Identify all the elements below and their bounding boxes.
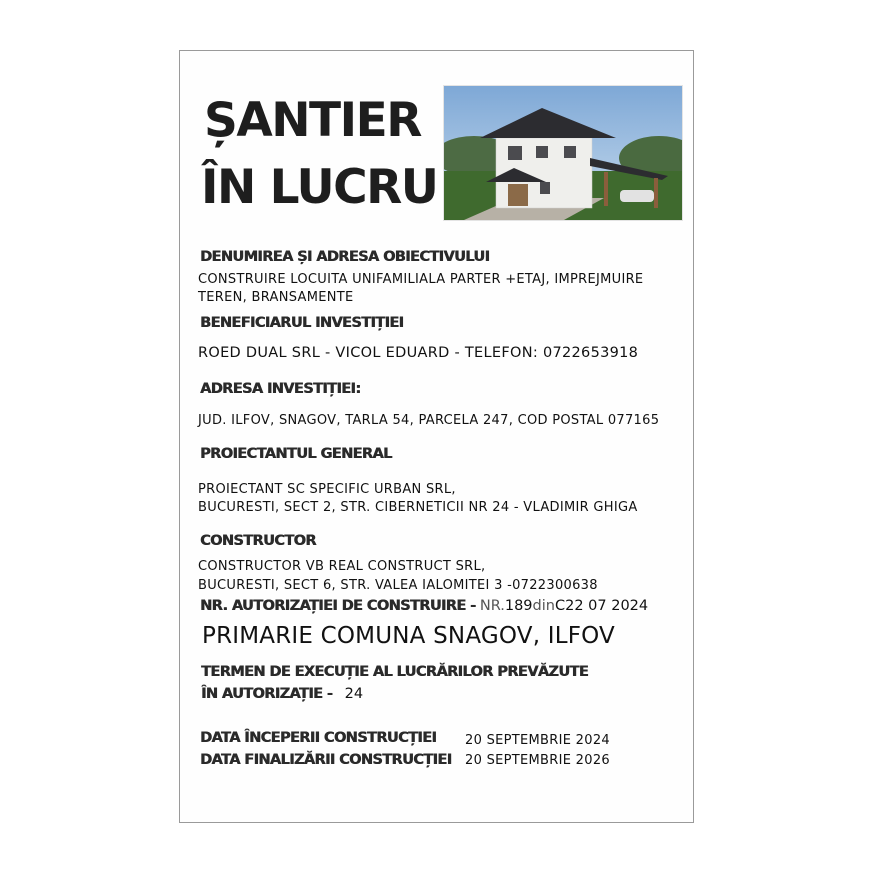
objective-line-2: TEREN, BRANSAMENTE (198, 290, 354, 305)
authorization-row (200, 598, 648, 614)
designer-heading: PROIECTANTUL GENERAL (200, 446, 392, 462)
objective-line-1: CONSTRUIRE LOCUITA UNIFAMILIALA PARTER +ETAJ, IMPREJMUIRE (198, 272, 644, 287)
designer-line-1: PROIECTANT SC SPECIFIC URBAN SRL, (198, 482, 456, 497)
address-heading: ADRESA INVESTIȚIEI: (200, 381, 361, 397)
designer-line-2: BUCURESTI, SECT 2, STR. CIBERNETICII NR 24 - VLADIMIR GHIGA (198, 500, 638, 515)
authorization-nr-label: NR. (479, 598, 505, 614)
end-date-value: 20 SEPTEMBRIE 2026 (465, 753, 610, 768)
term-value: 24 (344, 686, 364, 702)
term-heading-label: ÎN AUTORIZAȚIE - (201, 686, 337, 702)
start-date-value: 20 SEPTEMBRIE 2024 (465, 733, 610, 748)
beneficiary-value: ROED DUAL SRL - VICOL EDUARD - TELEFON: 0722653918 (198, 345, 639, 361)
constructor-line-1: CONSTRUCTOR VB REAL CONSTRUCT SRL, (198, 559, 486, 574)
objective-heading: DENUMIREA ȘI ADRESA OBIECTIVULUI (200, 249, 490, 265)
authorization-din-label: din (532, 598, 555, 614)
authorization-issuer: PRIMARIE COMUNA SNAGOV, ILFOV (202, 623, 615, 649)
term-heading-line-2 (201, 686, 363, 702)
address-value: JUD. ILFOV, SNAGOV, TARLA 54, PARCELA 247, COD POSTAL 077165 (198, 413, 660, 428)
authorization-label: NR. AUTORIZAȚIEI DE CONSTRUIRE - (200, 598, 480, 614)
house-photo (443, 85, 683, 221)
beneficiary-heading: BENEFICIARUL INVESTIȚIEI (200, 315, 404, 331)
sign-title-line2: ÎN LUCRU (201, 160, 438, 215)
end-date-label: DATA FINALIZĂRII CONSTRUCȚIEI (200, 752, 452, 768)
term-heading-line-1: TERMEN DE EXECUȚIE AL LUCRĂRILOR PREVĂZUTE (201, 664, 588, 680)
authorization-number: 189 (504, 598, 533, 614)
sign-title-line1: ȘANTIER (204, 93, 421, 148)
constructor-line-2: BUCURESTI, SECT 6, STR. VALEA IALOMITEI 3 -0722300638 (198, 578, 598, 593)
authorization-date: C22 07 2024 (554, 598, 649, 614)
start-date-label: DATA ÎNCEPERII CONSTRUCȚIEI (200, 730, 437, 746)
constructor-heading: CONSTRUCTOR (200, 533, 316, 549)
